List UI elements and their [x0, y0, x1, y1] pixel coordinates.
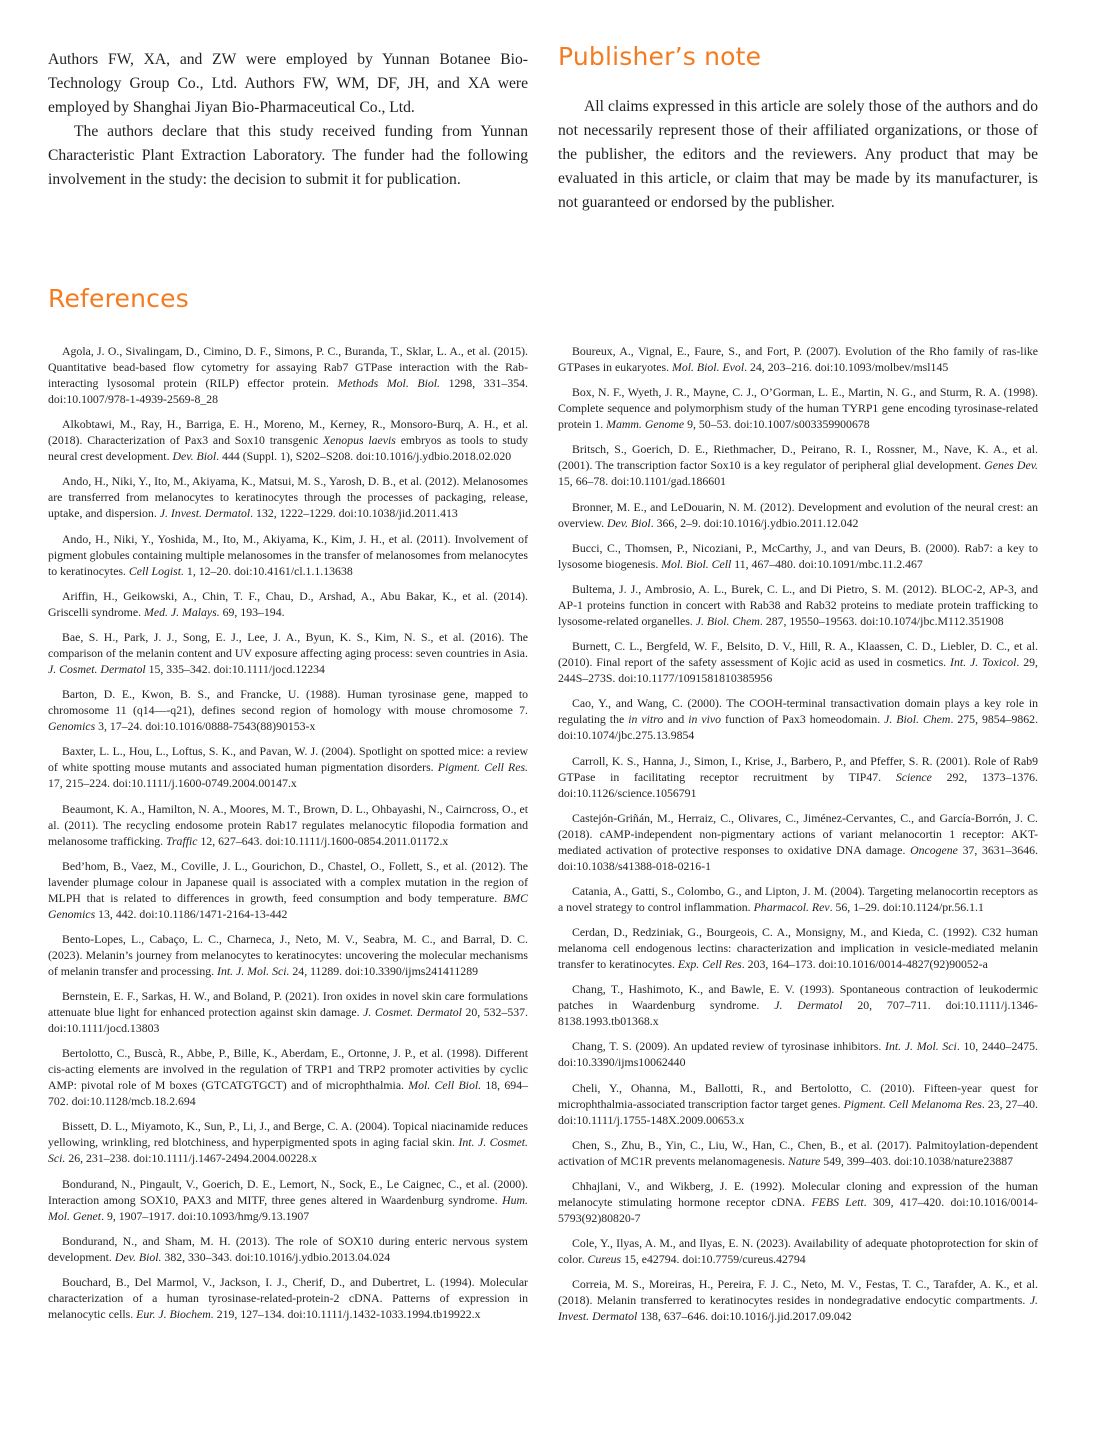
reference-journal: Mol. Cell Biol. [408, 1078, 482, 1093]
reference-entry [558, 441, 1038, 489]
reference-journal: Med. J. Malays. [144, 604, 220, 619]
reference-text: 15, e42794. doi:10.7759/cureus.42794 [621, 1252, 806, 1267]
reference-entry [558, 810, 1038, 874]
reference-text: Cao, Y., and Wang, C. (2000). The COOH-terminal transactivation domain plays a key role in regulating the [558, 696, 1038, 727]
reference-text: 13, 442. doi:10.1186/1471-2164-13-442 [95, 906, 288, 921]
reference-text: Bondurand, N., and Sham, M. H. (2013). The role of SOX10 during enteric nervous system development. [48, 1233, 528, 1264]
references-heading: References [48, 284, 189, 313]
reference-journal: Int. J. Cosmet. Sci. [48, 1135, 528, 1166]
reference-entry [48, 1118, 528, 1166]
reference-text: Barton, D. E., Kwon, B. S., and Francke, U. (1988). Human tyrosinase gene, mapped to chromosome 11 (q14—-q21), defines second region of homology with mouse chromosome 7. [48, 687, 528, 718]
reference-entry [558, 695, 1038, 743]
reference-text: 18, 694–702. doi:10.1128/mcb.18.2.694 [48, 1078, 528, 1109]
reference-entry [558, 540, 1038, 572]
reference-entry [558, 924, 1038, 972]
reference-text: Bissett, D. L., Miyamoto, K., Sun, P., Li, J., and Berge, C. A. (2004). Topical niacinamide reduces yellowing, wrinkling, red blotchiness, and hyperpigmented spots in aging facial skin. [48, 1119, 528, 1150]
reference-journal: Int. J. Toxicol [950, 655, 1017, 670]
reference-journal: in vivo [688, 712, 722, 727]
publishers-note-text: All claims expressed in this article are solely those of the authors and do not necessarily represent those of their affiliated organizations, or those of the publisher, the editors and the reviewers. Any product that may be evaluated in this article, or claim that may be made by its manufacturer, is not guaranteed or endorsed by the publisher. [558, 98, 1038, 211]
reference-text: function of Pax3 homeodomain. [721, 712, 885, 727]
reference-text: Box, N. F., Wyeth, J. R., Mayne, C. J., O’Gorman, L. E., Martin, N. G., and Sturm, R. A. (1998). Complete sequence and polymorphism study of the human TYRP1 gene encoding tyrosinase-related protein 1. [558, 385, 1038, 432]
reference-text: Bronner, M. E., and LeDouarin, N. M. (2012). Development and evolution of the neural crest: an overview. [558, 499, 1038, 530]
reference-text: Catania, A., Gatti, S., Colombo, G., and Lipton, J. M. (2004). Targeting melanocortin receptors as a novel strategy to control inflammation. [558, 883, 1038, 914]
reference-journal: Int. J. Mol. Sci [885, 1039, 957, 1054]
reference-entry [48, 473, 528, 521]
references-heading-block [48, 282, 528, 316]
reference-journal: Xenopus laevis [322, 433, 396, 448]
reference-text: . 10, 2440–2475. doi:10.3390/ijms10062440 [558, 1039, 1038, 1070]
reference-journal: Science [895, 769, 932, 784]
reference-entry [48, 1274, 528, 1322]
conflict-paragraph-funding: The authors declare that this study received funding from Yunnan Characteristic Plant Extraction Laboratory. The funder had the following involvement in the study: the decision to submit it for publication. [48, 123, 528, 188]
reference-text: Bernstein, E. F., Sarkas, H. W., and Boland, P. (2021). Iron oxides in novel skin care formulations attenuate blue light for enhanced protection against skin damage. [48, 989, 528, 1020]
reference-entry [558, 981, 1038, 1029]
reference-text: Bed’hom, B., Vaez, M., Coville, J. L., Gourichon, D., Chastel, O., Follett, S., et al. (2012). The lavender plumage colour in Japanese quail is associated with a complex mutation in the region of MLPH that is related to differences in growth, feed consumption and body temperature. [48, 858, 528, 905]
reference-journal: Hum. Mol. Genet [48, 1192, 528, 1223]
reference-text: 26, 231–238. doi:10.1111/j.1467-2494.2004.00228.x [65, 1151, 318, 1166]
reference-text: Bento-Lopes, L., Cabaço, L. C., Charneca, J., Neto, M. V., Seabra, M. C., and Barral, D. C. (2023). Melanin’s journey from melanocytes to keratinocytes: uncovering the molecular mechanisms of melanin transfer and processing. [48, 931, 528, 978]
reference-entry [558, 1276, 1038, 1324]
reference-journal: J. Dermatol [774, 998, 843, 1013]
reference-text: 292, 1373–1376. doi:10.1126/science.1056791 [558, 769, 1038, 800]
reference-text: . 309, 417–420. doi:10.1016/0014-5793(92)80820-7 [558, 1195, 1038, 1225]
reference-journal: Mol. Biol. Evol [672, 360, 745, 374]
reference-journal: J. Biol. Chem [884, 712, 951, 727]
reference-entry [558, 499, 1038, 531]
reference-journal: Pharmacol. Rev [753, 899, 830, 914]
reference-text: Castejón-Griñán, M., Herraiz, C., Olivares, C., Jiménez-Cervantes, C., and García-Borrón, J. C. (2018). cAMP-independent non-pigmentary actions of variant melanocortin 1 receptor: AKT-mediated activation of protective responses to oxidative DNA damage. [558, 810, 1038, 857]
reference-text: Chen, S., Zhu, B., Yin, C., Liu, W., Han, C., Chen, B., et al. (2017). Palmitoylation-dependent activation of MC1R prevents melanomagenesis. [558, 1137, 1038, 1168]
reference-text: 549, 399–403. doi:10.1038/nature23887 [820, 1153, 1014, 1168]
reference-text: Carroll, K. S., Hanna, J., Simon, I., Krise, J., Barbero, P., and Pfeffer, S. R. (2001). Role of Rab9 GTPase in facilitating receptor recruitment by TIP47. [558, 753, 1038, 784]
reference-journal: Dev. Biol [172, 449, 217, 464]
reference-journal: Genes Dev. [984, 458, 1039, 473]
reference-entry [48, 588, 528, 620]
reference-entry [48, 531, 528, 579]
reference-text: Ando, H., Niki, Y., Yoshida, M., Ito, M., Akiyama, K., Kim, J. H., et al. (2011). Involvement of pigment globules containing multiple melanosomes in the transfer of melanosomes from melanocytes to keratinocytes. [48, 531, 528, 578]
reference-text: . 29, 244S–273S. doi:10.1177/1091581810385956 [558, 655, 1038, 686]
reference-journal: Pigment. Cell Melanoma Res [843, 1096, 982, 1111]
reference-journal: Eur. J. Biochem. [136, 1307, 214, 1321]
reference-text: 15, 66–78. doi:10.1101/gad.186601 [558, 474, 726, 489]
reference-entry [48, 629, 528, 677]
reference-journal: Traffic [166, 833, 198, 848]
reference-entry [558, 1038, 1038, 1070]
reference-entry [48, 343, 528, 407]
reference-text: Beaumont, K. A., Hamilton, N. A., Moores, M. T., Brown, D. L., Ohbayashi, N., Cairncross, O., et al. (2011). The recycling endosome protein Rab17 regulates melanocytic filopodia formation and melanosome trafficking. [48, 801, 528, 848]
reference-text: . 9, 1907–1917. doi:10.1093/hmg/9.13.1907 [101, 1208, 310, 1223]
reference-text: 15, 335–342. doi:10.1111/jocd.12234 [145, 661, 325, 676]
reference-text: Boureux, A., Vignal, E., Faure, S., and Fort, P. (2007). Evolution of the Rho family of ras-like GTPases in eukaryotes. [558, 344, 1038, 374]
reference-entry [558, 638, 1038, 686]
reference-journal: Cureus [587, 1252, 622, 1267]
reference-text: Cole, Y., Ilyas, A. M., and Ilyas, E. N. (2023). Availability of adequate photoprotection for skin of color. [558, 1236, 1038, 1267]
reference-text: 1, 12–20. doi:10.4161/cl.1.1.13638 [183, 563, 353, 578]
reference-journal: J. Cosmet. Dermatol [48, 661, 146, 676]
reference-entry [48, 858, 528, 922]
reference-text: 20, 707–711. doi:10.1111/j.1346-8138.1993.tb01368.x [558, 998, 1038, 1029]
reference-journal: Dev. Biol [607, 515, 651, 530]
reference-text: 1298, 331–354. doi:10.1007/978-1-4939-2569-8_28 [48, 376, 528, 406]
reference-text: Britsch, S., Goerich, D. E., Riethmacher, D., Peirano, R. I., Rossner, M., Nave, K. A., et al. (2001). The transcription factor Sox10 is a key regulator of peripheral glial development. [558, 442, 1038, 473]
reference-entry [558, 384, 1038, 432]
reference-text: Burnett, C. L., Bergfeld, W. F., Belsito, D. V., Hill, R. A., Klaassen, C. D., Liebler, D. C., et al. (2010). Final report of the safety assessment of Kojic acid as used in cosmetics. [558, 639, 1038, 670]
reference-entry [48, 743, 528, 791]
reference-journal: Genomics [48, 719, 96, 734]
reference-journal: J. Invest. Dermatol [159, 506, 251, 521]
reference-text: 3, 17–24. doi:10.1016/0888-7543(88)90153-x [95, 719, 316, 734]
reference-entry [48, 801, 528, 849]
reference-entry [48, 1045, 528, 1109]
reference-entry [48, 931, 528, 979]
reference-journal: Methods Mol. Biol. [337, 376, 440, 390]
reference-journal: Pigment. Cell Res. [437, 760, 529, 775]
reference-journal: Mamm. Genome [606, 417, 685, 432]
reference-text: Cerdan, D., Redziniak, G., Bourgeois, C. A., Monsigny, M., and Kieda, C. (1992). C32 human melanoma cell endogenous lectins: characterization and implication in vesicle-mediated melanin transfer to keratinocytes. [558, 925, 1038, 972]
reference-text: 382, 330–343. doi:10.1016/j.ydbio.2013.04.024 [161, 1249, 391, 1264]
reference-text: . 275, 9854–9862. doi:10.1074/jbc.275.13.9854 [558, 712, 1039, 743]
reference-text: . 56, 1–29. doi:10.1124/pr.56.1.1 [829, 899, 984, 914]
reference-text: Ariffin, H., Geikowski, A., Chin, T. F., Chau, D., Arshad, A., Abu Bakar, K., et al. (2014). Griscelli syndrome. [48, 588, 528, 619]
reference-text: 24, 11289. doi:10.3390/ijms241411289 [289, 963, 478, 978]
reference-text: . 23, 27–40. doi:10.1111/j.1755-148X.2009.00653.x [558, 1096, 1038, 1127]
reference-text: and [663, 712, 689, 727]
reference-text: Cheli, Y., Ohanna, M., Ballotti, R., and Bertolotto, C. (2010). Fifteen-year quest for microphthalmia-associated transcription factor target genes. [558, 1080, 1038, 1111]
conflict-of-interest-section [48, 48, 528, 192]
reference-journal: Nature [788, 1153, 821, 1168]
reference-entry [48, 686, 528, 734]
reference-text: 69, 193–194. [219, 604, 285, 619]
reference-text: 11, 467–480. doi:10.1091/mbc.11.2.467 [731, 556, 923, 571]
reference-text: Chang, T. S. (2009). An updated review of tyrosinase inhibitors. [572, 1039, 886, 1054]
reference-text: Ando, H., Niki, Y., Ito, M., Akiyama, K., Matsui, M. S., Yarosh, D. B., et al. (2012). Melanosomes are transferred from melanocytes to keratinocytes through the processes of packaging, release, uptake, and dispersion. [48, 474, 528, 521]
reference-entry [558, 883, 1038, 915]
reference-entry [48, 416, 528, 464]
reference-text: 219, 127–134. doi:10.1111/j.1432-1033.1994.tb19922.x [213, 1307, 481, 1321]
reference-journal: J. Cosmet. Dermatol [363, 1005, 462, 1020]
reference-journal: BMC Genomics [48, 890, 528, 921]
reference-entry [48, 988, 528, 1036]
reference-text: . 203, 164–173. doi:10.1016/0014-4827(92)90052-a [741, 957, 988, 972]
reference-text: Agola, J. O., Sivalingam, D., Cimino, D. F., Simons, P. C., Buranda, T., Sklar, L. A., et al. (2015). Quantitative bead-based flow cytometry for assaying Rab7 GTPase interaction with the Rab-interacting lysosomal protein (RILP) effector protein. [48, 344, 528, 390]
reference-entry [558, 1178, 1038, 1226]
reference-text: . 366, 2–9. doi:10.1016/j.ydbio.2011.12.042 [650, 515, 859, 530]
reference-text: Bondurand, N., Pingault, V., Goerich, D. E., Lemort, N., Sock, E., Le Caignec, C., et al. (2000). Interaction among SOX10, PAX3 and MITF, three genes altered in Waardenburg syndrome. [48, 1176, 528, 1207]
reference-text: Bultema, J. J., Ambrosio, A. L., Burek, C. L., and Di Pietro, S. M. (2012). BLOC-2, AP-3, and AP-1 proteins function in concert with Rab38 and Rab32 proteins to mediate protein trafficking to lysosome-related organelles. [558, 581, 1038, 628]
reference-entry [558, 581, 1038, 629]
reference-entry [558, 1137, 1038, 1169]
conflict-paragraph-employment: Authors FW, XA, and ZW were employed by Yunnan Botanee Bio-Technology Group Co., Ltd. Authors FW, WM, DF, JH, and XA were employed by Shanghai Jiyan Bio-Pharmaceutical Co., Ltd. [48, 51, 528, 116]
reference-text: 9, 50–53. doi:10.1007/s003359900678 [684, 417, 870, 432]
reference-text: Bouchard, B., Del Marmol, V., Jackson, I. J., Cherif, D., and Dubertret, L. (1994). Molecular characterization of a human tyrosinase-related-protein-2 cDNA. Patterns of expression in melanocytic cells. [48, 1275, 528, 1321]
reference-journal: in vitro [628, 712, 664, 727]
reference-entry [558, 343, 1038, 375]
reference-journal: Dev. Biol. [114, 1249, 162, 1264]
reference-text: Baxter, L. L., Hou, L., Loftus, S. K., and Pavan, W. J. (2004). Spotlight on spotted mice: a review of white spotting mouse mutants and associated human pigmentation disorders. [48, 744, 528, 775]
reference-text: 37, 3631–3646. doi:10.1038/s41388-018-0216-1 [558, 842, 1039, 873]
reference-text: Chhajlani, V., and Wikberg, J. E. (1992). Molecular cloning and expression of the human melanocyte stimulating hormone receptor cDNA. [558, 1179, 1038, 1209]
reference-journal: J. Biol. Chem [695, 613, 760, 628]
reference-journal: Oncogene [910, 842, 958, 857]
reference-journal: Cell Logist. [128, 563, 184, 578]
reference-text: Correia, M. S., Moreiras, H., Pereira, F. J. C., Neto, M. V., Festas, T. C., Tarafder, A. K., et al. (2018). Melanin transferred to keratinocytes resides in nondegradative endocytic compartments. [558, 1277, 1038, 1308]
reference-text: 12, 627–643. doi:10.1111/j.1600-0854.2011.01172.x [197, 833, 449, 848]
reference-text: Bae, S. H., Park, J. J., Song, E. J., Lee, J. A., Byun, K. S., Kim, N. S., et al. (2016). The comparison of the melanin content and UV exposure affecting aging process: seven countries in Asia. [48, 629, 528, 660]
reference-text: 138, 637–646. doi:10.1016/j.jid.2017.09.042 [637, 1309, 852, 1324]
reference-text: . 24, 203–216. doi:10.1093/molbev/msl145 [744, 360, 949, 374]
reference-journal: J. Invest. Dermatol [558, 1293, 1038, 1324]
publishers-note-section [558, 40, 1038, 215]
reference-journal: Mol. Biol. Cell [661, 556, 732, 571]
reference-text: . 287, 19550–19563. doi:10.1074/jbc.M112.351908 [759, 613, 1004, 628]
reference-entry [558, 1080, 1038, 1128]
reference-journal: FEBS Lett [811, 1195, 864, 1209]
reference-entry [48, 1233, 528, 1265]
reference-text: Alkobtawi, M., Ray, H., Barriga, E. H., Moreno, M., Kerney, R., Monsoro-Burq, A. H., et al. (2018). Characterization of Pax3 and Sox10 transgenic [48, 417, 528, 448]
references-list-left [48, 343, 528, 1331]
publishers-note-heading: Publisher’s note [558, 42, 762, 71]
reference-text: Chang, T., Hashimoto, K., and Bawle, E. V. (1993). Spontaneous contraction of leukodermic patches in Waardenburg syndrome. [558, 982, 1038, 1013]
reference-entry [558, 753, 1038, 801]
reference-text: embryos as tools to study neural crest development. [48, 433, 528, 464]
reference-text: 17, 215–224. doi:10.1111/j.1600-0749.2004.00147.x [48, 776, 297, 791]
reference-journal: Exp. Cell Res [677, 957, 742, 972]
reference-text: . 444 (Suppl. 1), S202–S208. doi:10.1016/j.ydbio.2018.02.020 [216, 449, 512, 464]
reference-entry [48, 1176, 528, 1224]
reference-text: Bertolotto, C., Buscà, R., Abbe, P., Bille, K., Aberdam, E., Ortonne, J. P., et al. (1998). Different cis-acting elements are involved in the regulation of TRP1 and TRP2 promoter activities by cyclic AMP: pivotal role of M boxes (GTCATGTGCT) and of microphthalmia. [48, 1046, 528, 1093]
reference-text: . 132, 1222–1229. doi:10.1038/jid.2011.413 [250, 506, 458, 521]
reference-text: 20, 532–537. doi:10.1111/jocd.13803 [48, 1005, 528, 1036]
reference-entry [558, 1235, 1038, 1267]
references-list-right [558, 343, 1038, 1334]
reference-text: Bucci, C., Thomsen, P., Nicoziani, P., McCarthy, J., and van Deurs, B. (2000). Rab7: a key to lysosome biogenesis. [558, 540, 1038, 571]
reference-journal: Int. J. Mol. Sci. [217, 963, 290, 978]
